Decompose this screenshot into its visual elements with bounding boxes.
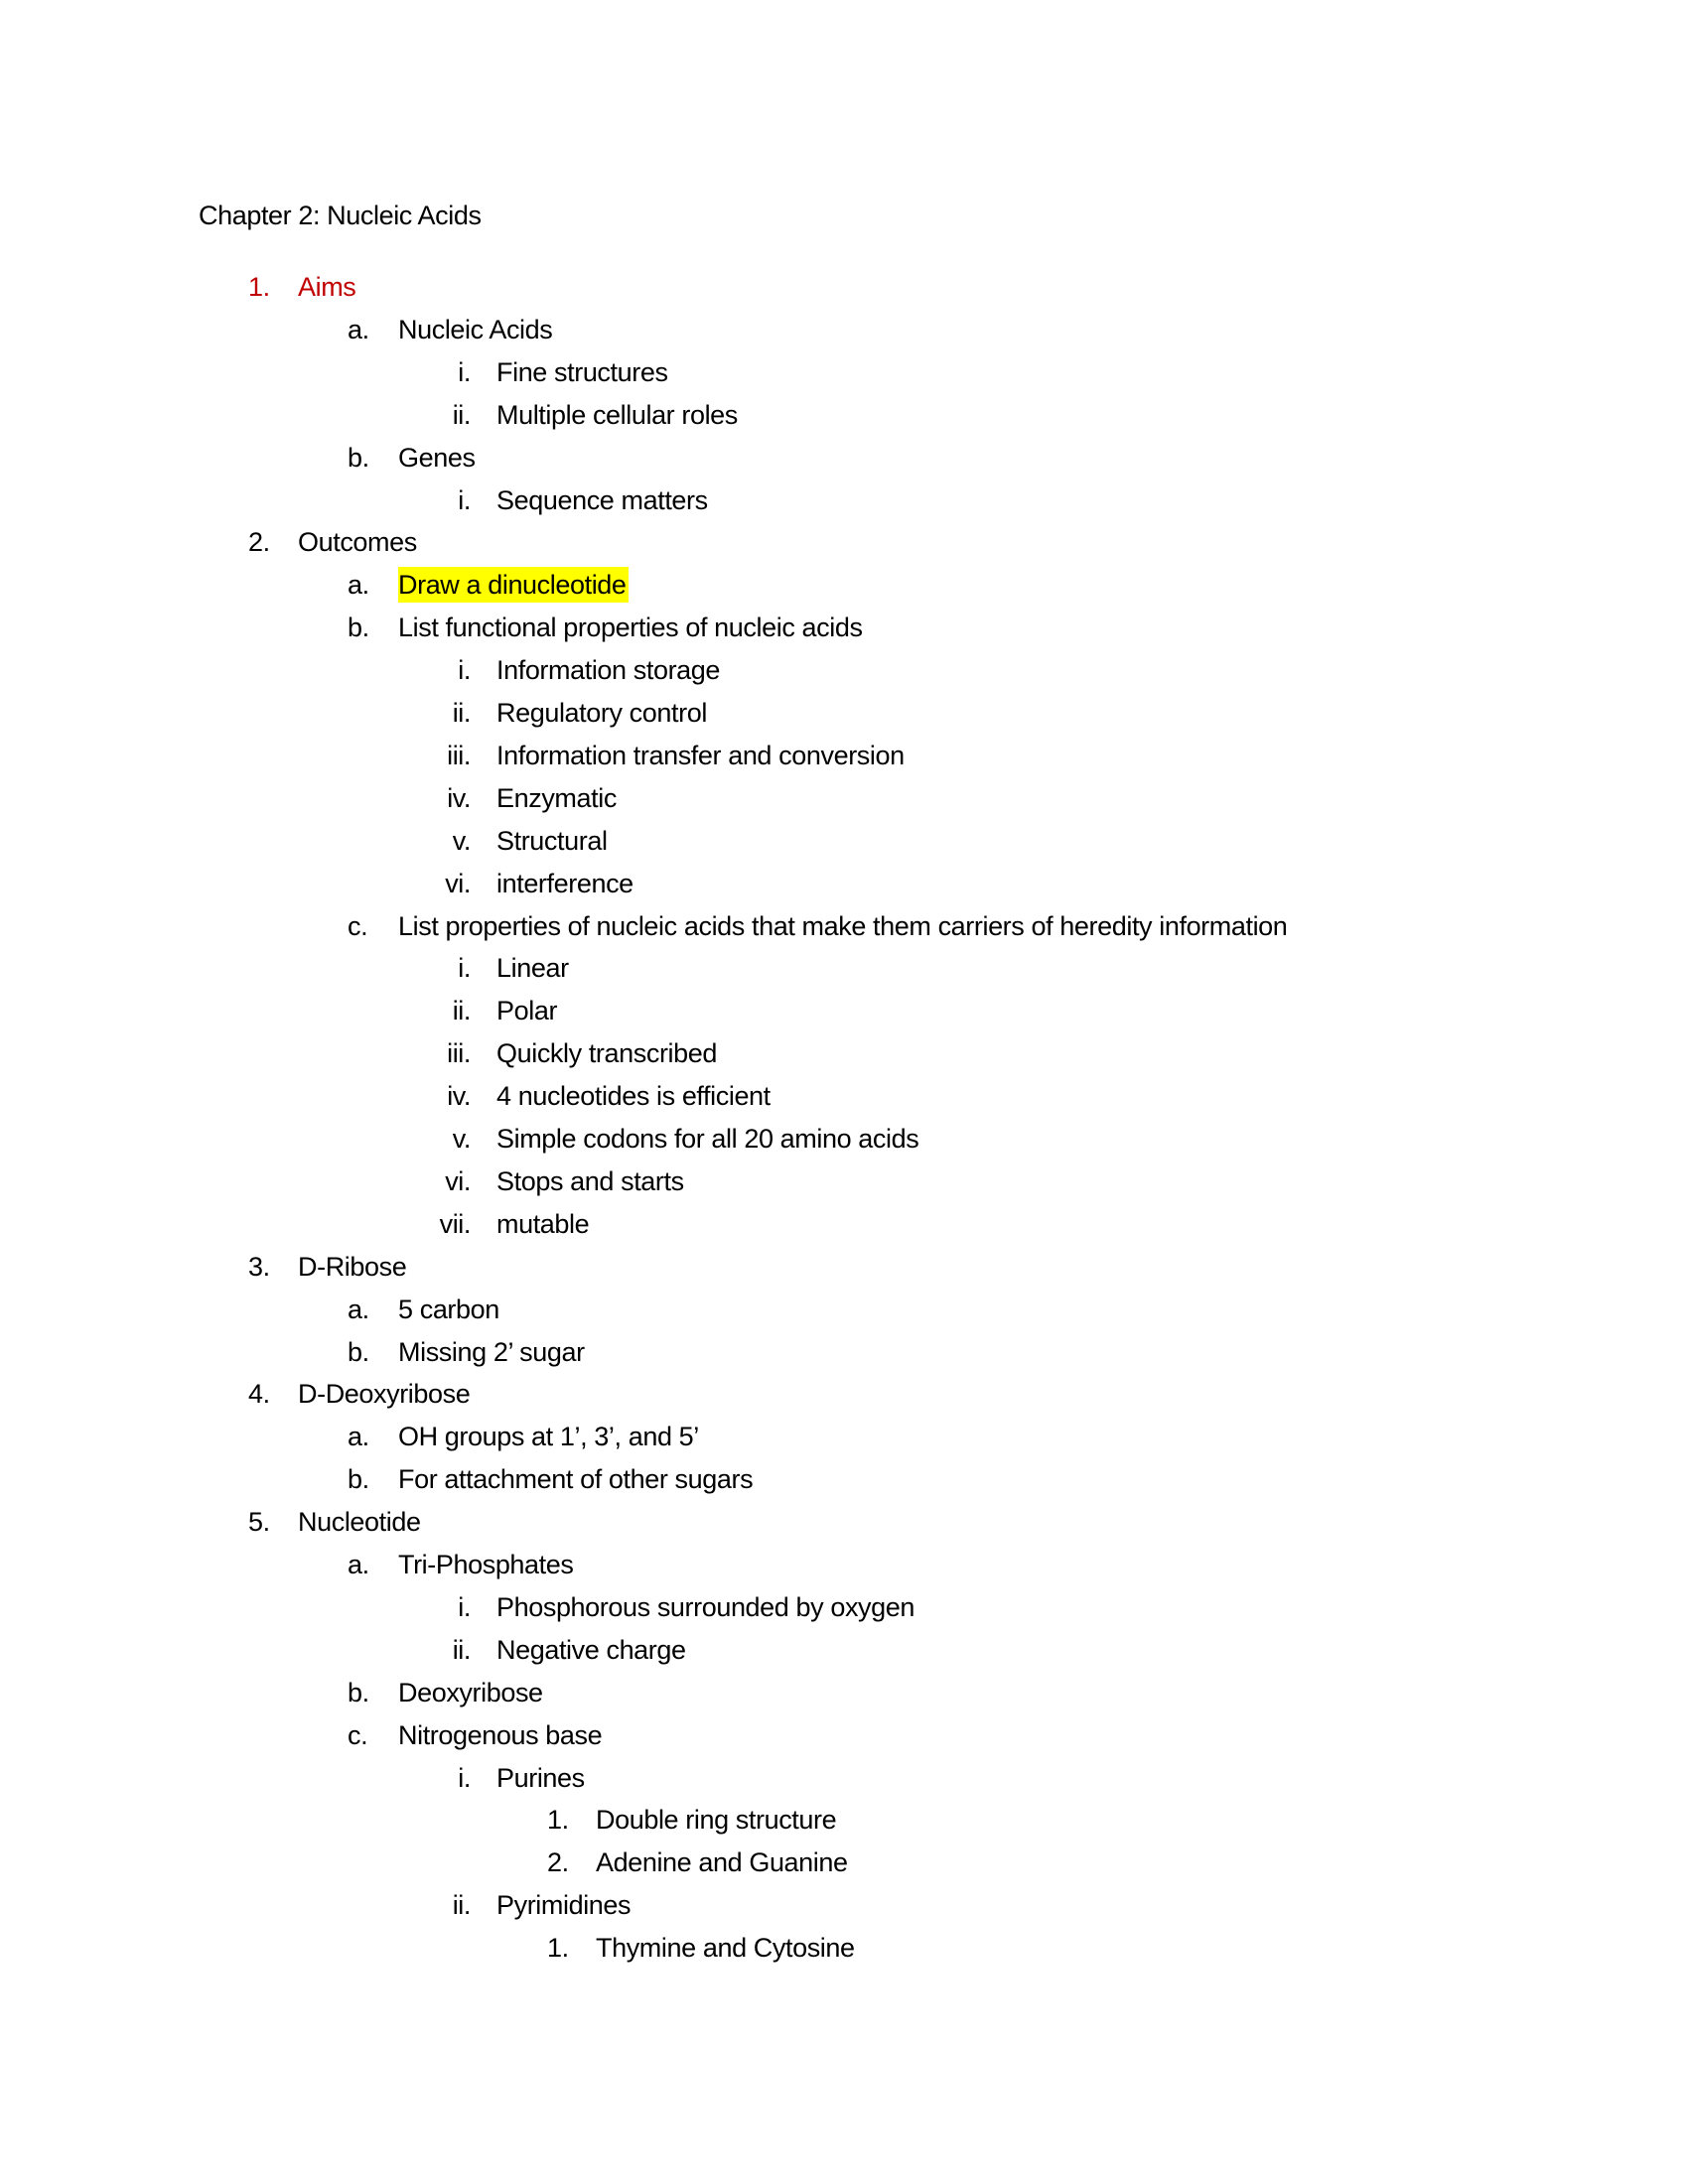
list-marker: ii. [452,1634,471,1665]
list-marker: i. [458,655,471,686]
list-item-text: Negative charge [496,1634,686,1665]
list-item-text: Deoxyribose [398,1677,543,1707]
list-item-text: Regulatory control [496,698,707,728]
list-marker: 2. [248,527,270,558]
list-marker: 2. [547,1847,569,1878]
list-marker: ii. [452,1890,471,1921]
list-item-text: Enzymatic [496,782,617,813]
list-marker: c. [348,1719,368,1750]
list-marker: ii. [452,399,471,430]
outline-item-level-2 [0,1461,1688,1497]
list-item-text: Quickly transcribed [496,1038,717,1069]
list-item-text: Fine structures [496,356,668,387]
list-marker: b. [348,1336,369,1367]
outline-item-level-1 [0,1504,1688,1540]
list-item-text: Thymine and Cytosine [596,1933,855,1964]
list-marker: i. [458,484,471,515]
list-item-text: Nucleic Acids [398,314,553,344]
outline-item-level-4 [0,1844,1688,1880]
list-marker: a. [348,570,369,601]
list-marker: 5. [248,1507,270,1538]
outline-item-level-4 [0,1930,1688,1966]
outline-item-level-3 [0,354,1688,390]
page-title: Chapter 2: Nucleic Acids [199,201,482,230]
list-item-text: Linear [496,953,569,984]
list-marker: b. [348,442,369,473]
list-marker: 1. [248,272,270,302]
outline-item-level-2 [0,908,1688,944]
list-marker: a. [348,314,369,344]
outline-item-level-3 [0,1632,1688,1668]
list-marker: 4. [248,1379,270,1410]
list-item-text: mutable [496,1208,590,1239]
outline-item-level-3 [0,823,1688,859]
outline-item-level-2 [0,1292,1688,1327]
list-marker: 1. [547,1933,569,1964]
list-item-text: Outcomes [298,527,417,558]
outline-item-level-2 [0,567,1688,603]
outline-item-level-4 [0,1802,1688,1838]
list-marker: vi. [445,1165,471,1196]
outline-item-level-3 [0,950,1688,986]
list-item-text: 5 carbon [398,1294,499,1324]
outline-item-level-3 [0,397,1688,433]
list-item-text: Phosphorous surrounded by oxygen [496,1591,914,1622]
list-marker: b. [348,613,369,643]
outline-item-level-2 [0,610,1688,645]
outline-item-level-3 [0,1121,1688,1157]
list-item-text: Sequence matters [496,484,708,515]
outline-item-level-2 [0,1717,1688,1753]
list-marker: iv. [447,782,471,813]
list-item-text: Adenine and Guanine [596,1847,848,1878]
outline-item-level-3 [0,738,1688,773]
list-marker: 3. [248,1251,270,1282]
outline-item-level-3 [0,993,1688,1028]
list-item-text: Nitrogenous base [398,1719,603,1750]
outline-item-level-3 [0,780,1688,816]
list-marker: a. [348,1422,369,1452]
list-marker: iv. [447,1081,471,1112]
list-marker: vii. [439,1208,471,1239]
list-marker: iii. [447,1038,471,1069]
list-marker: 1. [547,1805,569,1836]
list-marker: c. [348,910,368,941]
outline-item-level-2 [0,1675,1688,1710]
list-item-text: List properties of nucleic acids that make them carriers of heredity information [398,910,1288,941]
outline-item-level-3 [0,866,1688,901]
outline-item-level-3 [0,1078,1688,1114]
list-marker: i. [458,356,471,387]
list-item-text: Structural [496,825,608,856]
list-marker: ii. [452,996,471,1026]
list-item-text: Information storage [496,655,721,686]
list-marker: vi. [445,868,471,898]
outline-item-level-1 [0,524,1688,560]
outline-item-level-3 [0,1887,1688,1923]
outline-item-level-2 [0,1334,1688,1370]
list-marker: i. [458,1762,471,1793]
list-item-text: D-Ribose [298,1251,407,1282]
list-item-text: List functional properties of nucleic acids [398,613,863,643]
list-item-text: Purines [496,1762,585,1793]
outline-item-level-2 [0,1547,1688,1582]
list-item-text: Double ring structure [596,1805,837,1836]
highlighted-item-text: Draw a dinucleotide [398,567,629,603]
outline-item-level-3 [0,1760,1688,1796]
outline-item-level-2 [0,312,1688,347]
list-marker: ii. [452,698,471,728]
outline-item-level-3 [0,1206,1688,1242]
list-item-text: Missing 2’ sugar [398,1336,585,1367]
outline-item-level-2 [0,440,1688,476]
list-item-text: Nucleotide [298,1507,421,1538]
outline-item-level-3 [0,1035,1688,1071]
outline-item-level-3 [0,652,1688,688]
list-marker: iii. [447,740,471,770]
list-item-text: Stops and starts [496,1165,684,1196]
outline-item-level-3 [0,1589,1688,1625]
list-item-text: D-Deoxyribose [298,1379,471,1410]
list-item-text: Genes [398,442,476,473]
list-item-text: Multiple cellular roles [496,399,738,430]
list-marker: a. [348,1550,369,1579]
outline-item-level-2 [0,1419,1688,1454]
list-marker: i. [458,953,471,984]
list-marker: b. [348,1677,369,1707]
list-item-text: interference [496,868,633,898]
list-marker: b. [348,1464,369,1495]
list-item-text: Polar [496,996,558,1026]
outline-item-level-1 [0,1376,1688,1412]
list-item-text: For attachment of other sugars [398,1464,754,1495]
list-item-text: 4 nucleotides is efficient [496,1081,771,1112]
outline-item-level-1 [0,269,1688,305]
list-marker: i. [458,1591,471,1622]
list-item-text: Simple codons for all 20 amino acids [496,1124,919,1154]
list-marker: v. [452,825,471,856]
list-item-text: OH groups at 1’, 3’, and 5’ [398,1422,699,1452]
list-marker: v. [452,1124,471,1154]
list-item-text: Pyrimidines [496,1890,632,1921]
list-item-text: Tri-Phosphates [398,1550,574,1579]
outline-item-level-3 [0,482,1688,518]
list-item-text: Information transfer and conversion [496,740,905,770]
outline-item-level-3 [0,1163,1688,1199]
list-item-text: Aims [298,272,356,302]
outline-item-level-3 [0,695,1688,731]
outline-item-level-1 [0,1249,1688,1285]
list-marker: a. [348,1294,369,1324]
